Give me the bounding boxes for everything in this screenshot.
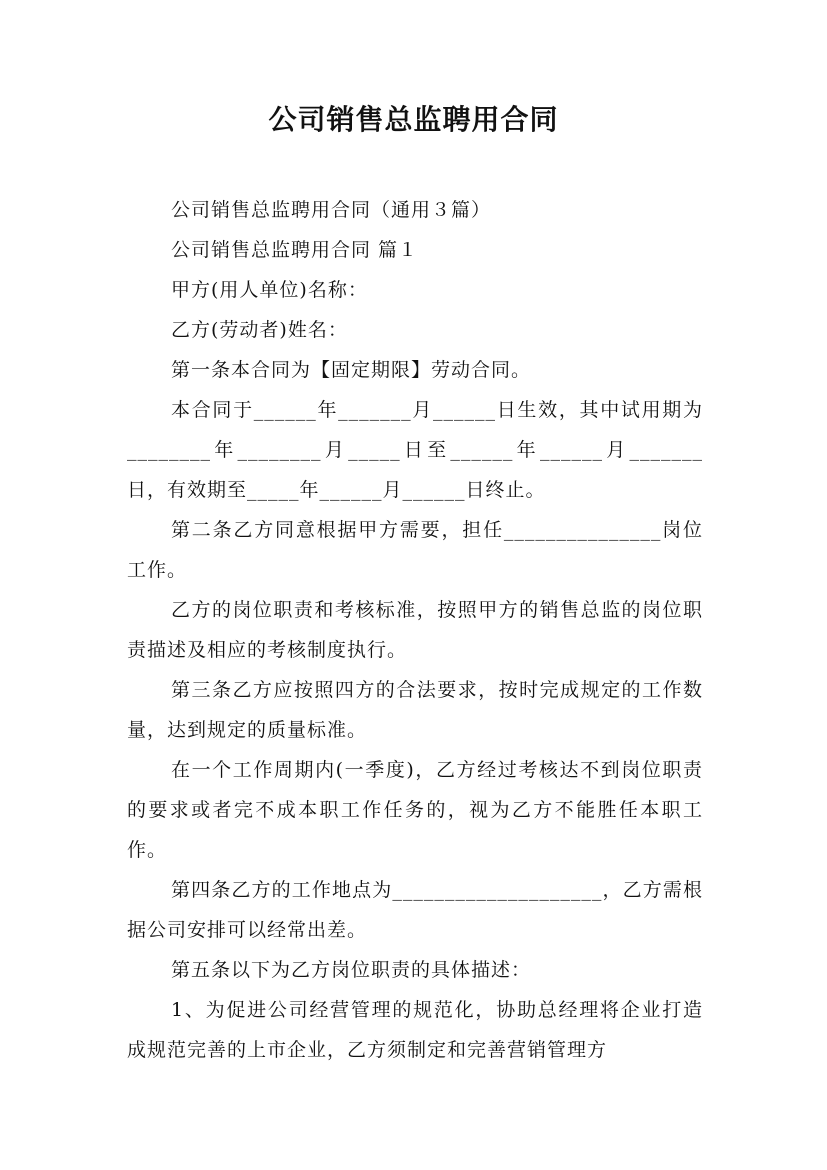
- paragraph-article-5: 第五条以下为乙方岗位职责的具体描述：: [171, 959, 532, 981]
- paragraph-section-heading: 公司销售总监聘用合同 篇１: [171, 239, 419, 261]
- paragraph-duties-standard: 乙方的岗位职责和考核标准，按照甲方的销售总监的岗位职责描述及相应的考核制度执行。: [127, 599, 703, 661]
- paragraph-article-1: 第一条本合同为【固定期限】劳动合同。: [171, 359, 532, 381]
- paragraph-party-a: 甲方(用人单位)名称：: [171, 279, 368, 301]
- document-title: 公司销售总监聘用合同: [268, 103, 559, 136]
- paragraph-article-3: 第三条乙方应按照四方的合法要求，按时完成规定的工作数量，达到规定的质量标准。: [127, 679, 703, 741]
- paragraph-subtitle: 公司销售总监聘用合同（通用３篇）: [171, 199, 492, 221]
- paragraph-contract-term: 本合同于______年_______月______日生效，其中试用期为________年________月_____日至______年______月_______日，有效期至_____年______月______日终止。: [127, 399, 703, 501]
- paragraph-article-4: 第四条乙方的工作地点为____________________，乙方需根据公司安排可以经常出差。: [127, 879, 703, 941]
- paragraph-assessment: 在一个工作周期内(一季度)，乙方经过考核达不到岗位职责的要求或者完不成本职工作任务的，视为乙方不能胜任本职工作。: [127, 759, 703, 861]
- paragraph-article-2: 第二条乙方同意根据甲方需要，担任_______________岗位工作。: [127, 519, 703, 581]
- paragraph-party-b: 乙方(劳动者)姓名：: [171, 319, 348, 341]
- paragraph-item-1: 1、为促进公司经营管理的规范化，协助总经理将企业打造成规范完善的上市企业，乙方须制定和完善营销管理方: [127, 999, 703, 1061]
- document-body: [127, 190, 703, 1070]
